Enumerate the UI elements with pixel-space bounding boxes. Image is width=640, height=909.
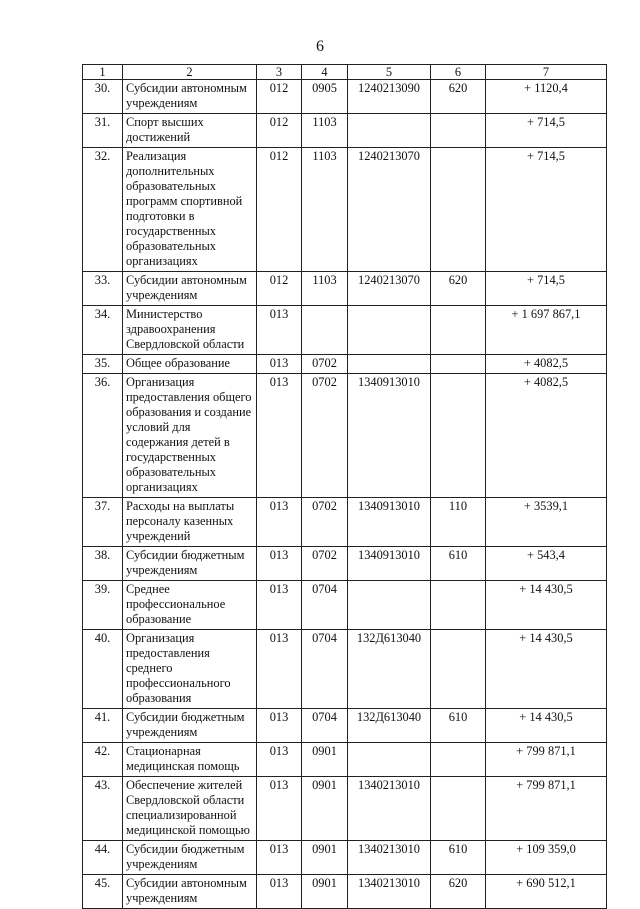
row-col3: 013 xyxy=(257,709,302,743)
row-col3: 013 xyxy=(257,498,302,547)
row-col6 xyxy=(431,355,486,374)
row-name: Реализация дополнительных образовательных программ спортивной подготовки в государственных образовательных организациях xyxy=(123,148,257,272)
row-col4: 1103 xyxy=(302,272,348,306)
row-col5: 132Д613040 xyxy=(348,709,431,743)
row-name: Субсидии автономным учреждениям xyxy=(123,875,257,909)
row-name: Субсидии автономным учреждениям xyxy=(123,80,257,114)
header-cell: 3 xyxy=(257,65,302,80)
row-name: Субсидии бюджетным учреждениям xyxy=(123,709,257,743)
table-row xyxy=(83,80,607,114)
row-number: 44. xyxy=(83,841,123,875)
row-amount: + 14 430,5 xyxy=(486,709,607,743)
row-col5: 1340213010 xyxy=(348,875,431,909)
row-col5: 1240213070 xyxy=(348,272,431,306)
row-name: Субсидии бюджетным учреждениям xyxy=(123,547,257,581)
row-number: 34. xyxy=(83,306,123,355)
row-number: 40. xyxy=(83,630,123,709)
row-col3: 012 xyxy=(257,114,302,148)
row-col4 xyxy=(302,306,348,355)
header-cell: 5 xyxy=(348,65,431,80)
table-row xyxy=(83,547,607,581)
row-col3: 013 xyxy=(257,374,302,498)
row-name: Обеспечение жителей Свердловской области специализированной медицинской помощью xyxy=(123,777,257,841)
row-amount: + 690 512,1 xyxy=(486,875,607,909)
row-col5: 1340913010 xyxy=(348,498,431,547)
row-amount: + 4082,5 xyxy=(486,355,607,374)
row-amount: + 1120,4 xyxy=(486,80,607,114)
table-row xyxy=(83,272,607,306)
row-col3: 013 xyxy=(257,355,302,374)
table-row xyxy=(83,841,607,875)
row-col3: 012 xyxy=(257,272,302,306)
row-col3: 013 xyxy=(257,547,302,581)
row-number: 32. xyxy=(83,148,123,272)
row-amount: + 714,5 xyxy=(486,272,607,306)
row-amount: + 714,5 xyxy=(486,114,607,148)
row-col4: 0704 xyxy=(302,630,348,709)
row-number: 41. xyxy=(83,709,123,743)
row-col5: 1340213010 xyxy=(348,841,431,875)
row-col4: 0901 xyxy=(302,841,348,875)
row-col5: 1340913010 xyxy=(348,374,431,498)
row-col6 xyxy=(431,581,486,630)
row-col4: 1103 xyxy=(302,148,348,272)
row-col6: 620 xyxy=(431,875,486,909)
row-col6 xyxy=(431,743,486,777)
row-amount: + 1 697 867,1 xyxy=(486,306,607,355)
row-amount: + 799 871,1 xyxy=(486,777,607,841)
row-col3: 013 xyxy=(257,743,302,777)
row-col6: 110 xyxy=(431,498,486,547)
header-row xyxy=(83,65,607,80)
budget-table xyxy=(82,64,607,909)
table-row xyxy=(83,374,607,498)
row-name: Стационарная медицинская помощь xyxy=(123,743,257,777)
row-name: Общее образование xyxy=(123,355,257,374)
table-row xyxy=(83,581,607,630)
header-cell: 7 xyxy=(486,65,607,80)
row-col5 xyxy=(348,355,431,374)
row-col5: 1340213010 xyxy=(348,777,431,841)
row-number: 35. xyxy=(83,355,123,374)
row-col4: 0901 xyxy=(302,777,348,841)
row-name: Организация предоставления среднего профессионального образования xyxy=(123,630,257,709)
row-number: 37. xyxy=(83,498,123,547)
table-row xyxy=(83,306,607,355)
row-col6 xyxy=(431,114,486,148)
row-col6: 610 xyxy=(431,841,486,875)
row-number: 36. xyxy=(83,374,123,498)
row-amount: + 14 430,5 xyxy=(486,630,607,709)
row-col5 xyxy=(348,306,431,355)
row-amount: + 714,5 xyxy=(486,148,607,272)
page-number: 6 xyxy=(316,38,324,55)
row-amount: + 4082,5 xyxy=(486,374,607,498)
row-name: Расходы на выплаты персоналу казенных учреждений xyxy=(123,498,257,547)
header-cell: 2 xyxy=(123,65,257,80)
row-col3: 012 xyxy=(257,148,302,272)
row-number: 30. xyxy=(83,80,123,114)
row-col4: 0702 xyxy=(302,374,348,498)
row-col3: 013 xyxy=(257,841,302,875)
row-col5 xyxy=(348,581,431,630)
header-cell: 4 xyxy=(302,65,348,80)
row-col6: 610 xyxy=(431,709,486,743)
row-col4: 0704 xyxy=(302,709,348,743)
row-col6 xyxy=(431,630,486,709)
table-row xyxy=(83,355,607,374)
row-col6: 610 xyxy=(431,547,486,581)
row-col6 xyxy=(431,374,486,498)
row-col6 xyxy=(431,777,486,841)
row-amount: + 799 871,1 xyxy=(486,743,607,777)
row-col6 xyxy=(431,306,486,355)
row-col5 xyxy=(348,114,431,148)
row-col6: 620 xyxy=(431,272,486,306)
row-col3: 013 xyxy=(257,581,302,630)
row-col5: 132Д613040 xyxy=(348,630,431,709)
row-number: 31. xyxy=(83,114,123,148)
row-col5: 1340913010 xyxy=(348,547,431,581)
row-col5: 1240213090 xyxy=(348,80,431,114)
row-col6: 620 xyxy=(431,80,486,114)
row-col3: 012 xyxy=(257,80,302,114)
row-name: Среднее профессиональное образование xyxy=(123,581,257,630)
header-cell: 6 xyxy=(431,65,486,80)
row-amount: + 14 430,5 xyxy=(486,581,607,630)
row-amount: + 3539,1 xyxy=(486,498,607,547)
row-amount: + 109 359,0 xyxy=(486,841,607,875)
table-row xyxy=(83,875,607,909)
row-col6 xyxy=(431,148,486,272)
table-row xyxy=(83,114,607,148)
table-row xyxy=(83,630,607,709)
row-col4: 0702 xyxy=(302,355,348,374)
header-cell: 1 xyxy=(83,65,123,80)
row-col4: 1103 xyxy=(302,114,348,148)
row-col3: 013 xyxy=(257,306,302,355)
row-col4: 0901 xyxy=(302,743,348,777)
row-name: Спорт высших достижений xyxy=(123,114,257,148)
row-name: Субсидии автономным учреждениям xyxy=(123,272,257,306)
row-number: 42. xyxy=(83,743,123,777)
row-name: Министерство здравоохранения Свердловской области xyxy=(123,306,257,355)
row-col4: 0702 xyxy=(302,547,348,581)
row-number: 38. xyxy=(83,547,123,581)
table-row xyxy=(83,777,607,841)
row-number: 43. xyxy=(83,777,123,841)
row-col5: 1240213070 xyxy=(348,148,431,272)
row-col3: 013 xyxy=(257,875,302,909)
row-number: 45. xyxy=(83,875,123,909)
table-row xyxy=(83,743,607,777)
row-col4: 0905 xyxy=(302,80,348,114)
row-col3: 013 xyxy=(257,777,302,841)
row-col4: 0704 xyxy=(302,581,348,630)
table-row xyxy=(83,709,607,743)
row-col5 xyxy=(348,743,431,777)
row-col4: 0702 xyxy=(302,498,348,547)
table-row xyxy=(83,498,607,547)
table-row xyxy=(83,148,607,272)
row-col3: 013 xyxy=(257,630,302,709)
row-number: 33. xyxy=(83,272,123,306)
row-amount: + 543,4 xyxy=(486,547,607,581)
row-col4: 0901 xyxy=(302,875,348,909)
row-number: 39. xyxy=(83,581,123,630)
row-name: Организация предоставления общего образования и создание условий для содержания детей в государственных образовательных организациях xyxy=(123,374,257,498)
row-name: Субсидии бюджетным учреждениям xyxy=(123,841,257,875)
